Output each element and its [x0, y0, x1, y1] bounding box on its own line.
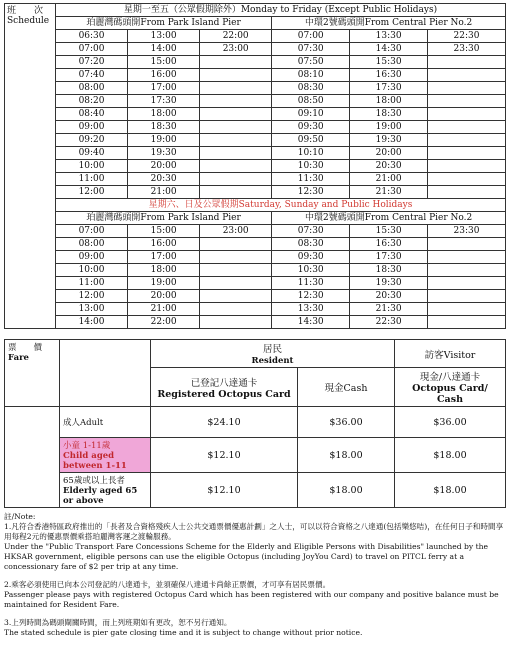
departure-time: 11:30	[272, 173, 350, 186]
departure-time	[200, 316, 272, 329]
octopus-header	[151, 368, 298, 407]
fare-row-label-elderly	[60, 473, 151, 508]
departure-time: 07:40	[56, 69, 128, 82]
departure-time: 23:00	[200, 43, 272, 56]
departure-time	[428, 134, 506, 147]
departure-time: 10:30	[272, 160, 350, 173]
departure-time: 11:00	[56, 277, 128, 290]
departure-time: 12:30	[272, 186, 350, 199]
departure-time: 18:30	[350, 264, 428, 277]
departure-time: 21:30	[350, 186, 428, 199]
departure-time: 08:40	[56, 108, 128, 121]
notes-section	[4, 512, 504, 638]
departure-time: 15:30	[350, 225, 428, 238]
departure-time	[200, 303, 272, 316]
departure-time	[428, 251, 506, 264]
timetable-row	[5, 134, 506, 147]
timetable-row	[5, 160, 506, 173]
fare-row-child	[5, 438, 506, 473]
weekend-title: 星期六、日及公眾假期Saturday, Sunday and Public Holidays	[56, 199, 506, 212]
timetable-row	[5, 290, 506, 303]
departure-time: 21:30	[350, 303, 428, 316]
note-2-zh: 2.乘客必須使用已向本公司登記的八達通卡，並須確保八達通卡尚餘正票價，才可享有居民票價。	[4, 580, 331, 589]
departure-time: 12:30	[272, 290, 350, 303]
departure-time: 20:30	[350, 160, 428, 173]
visitor-col-header-zh: 現金/八達通卡	[419, 372, 481, 383]
weekend-title-row	[5, 199, 506, 212]
departure-time	[200, 160, 272, 173]
departure-time: 07:30	[272, 225, 350, 238]
octopus-header-zh: 已登記八達通卡	[190, 377, 258, 389]
departure-time	[200, 82, 272, 95]
departure-time	[428, 277, 506, 290]
departure-time	[428, 303, 506, 316]
timetable-row	[5, 173, 506, 186]
departure-time: 09:20	[56, 134, 128, 147]
departure-time: 19:30	[350, 134, 428, 147]
fare-blank-header	[60, 340, 151, 407]
departure-time: 10:30	[272, 264, 350, 277]
departure-time	[200, 56, 272, 69]
departure-time: 17:30	[350, 82, 428, 95]
timetable-row	[5, 186, 506, 199]
fare-visitor-value: $18.00	[395, 473, 506, 508]
departure-time: 22:00	[128, 316, 200, 329]
departure-time	[200, 173, 272, 186]
fare-octopus-value: $12.10	[151, 438, 298, 473]
weekday-direction-row	[5, 17, 506, 30]
weekday-from-park-header: 珀麗灣碼頭開From Park Island Pier	[56, 17, 272, 30]
departure-time: 16:00	[128, 238, 200, 251]
departure-time: 15:00	[128, 225, 200, 238]
departure-time: 16:30	[350, 238, 428, 251]
departure-time	[428, 186, 506, 199]
note-3-zh: 3.上列時間為碼頭閘關時間，而上列班期如有更改，恕不另行通知。	[4, 618, 232, 627]
note-1-en: Under the "Public Transport Fare Concessions Scheme for the Elderly and Eligible Persons with Disabilities" launched by the HKSAR government, eligible persons can use the eligible Octopus (including JoyYou Card) to travel on PITCL ferry at a concessionary fare of $2 per trip at any time.	[4, 542, 489, 571]
resident-header	[151, 340, 395, 368]
departure-time: 13:00	[56, 303, 128, 316]
visitor-header: 訪客Visitor	[395, 340, 506, 368]
fare-row-elderly	[5, 473, 506, 508]
departure-time	[428, 316, 506, 329]
departure-time: 23:30	[428, 225, 506, 238]
departure-time: 08:00	[56, 238, 128, 251]
departure-time: 15:00	[128, 56, 200, 69]
departure-time: 08:20	[56, 95, 128, 108]
timetable-row	[5, 56, 506, 69]
fare-row-adult	[5, 407, 506, 438]
departure-time: 17:30	[128, 95, 200, 108]
timetable-row	[5, 69, 506, 82]
visitor-col-header-en: Octopus Card/ Cash	[412, 383, 488, 405]
timetable-row	[5, 82, 506, 95]
note-2-en: Passenger please pays with registered Octopus Card which has been registered with our company and positive balance must be maintained for Resident Fare.	[4, 590, 499, 609]
departure-time: 21:00	[128, 186, 200, 199]
departure-time: 13:00	[128, 30, 200, 43]
departure-time: 19:30	[128, 147, 200, 160]
departure-time: 19:00	[128, 134, 200, 147]
departure-time	[428, 95, 506, 108]
departure-time: 08:50	[272, 95, 350, 108]
timetable-row	[5, 277, 506, 290]
departure-time	[428, 160, 506, 173]
departure-time: 06:30	[56, 30, 128, 43]
departure-time	[200, 69, 272, 82]
departure-time: 17:00	[128, 82, 200, 95]
fare-row-label: 成人Adult	[60, 407, 151, 438]
timetable-row	[5, 30, 506, 43]
departure-time	[428, 56, 506, 69]
departure-time: 07:00	[56, 225, 128, 238]
departure-time: 10:00	[56, 264, 128, 277]
resident-header-en: Resident	[251, 356, 294, 366]
departure-time: 17:30	[350, 251, 428, 264]
schedule-label-zh: 班 次	[7, 6, 44, 16]
fare-octopus-value: $12.10	[151, 473, 298, 508]
schedule-label	[5, 4, 56, 329]
fare-cash-value: $18.00	[298, 473, 395, 508]
schedule-table	[4, 3, 506, 329]
timetable-row	[5, 264, 506, 277]
departure-time: 17:00	[128, 251, 200, 264]
timetable-row	[5, 251, 506, 264]
fare-visitor-value: $18.00	[395, 438, 506, 473]
departure-time	[200, 186, 272, 199]
departure-time: 09:00	[56, 251, 128, 264]
departure-time	[200, 251, 272, 264]
departure-time	[200, 238, 272, 251]
departure-time: 23:00	[200, 225, 272, 238]
fare-label	[5, 340, 60, 407]
departure-time: 18:30	[350, 108, 428, 121]
departure-time	[200, 264, 272, 277]
departure-time: 20:00	[350, 147, 428, 160]
departure-time: 10:10	[272, 147, 350, 160]
departure-time: 09:10	[272, 108, 350, 121]
weekday-from-central-header: 中環2號碼頭開From Central Pier No.2	[272, 17, 506, 30]
timetable-row	[5, 108, 506, 121]
fare-side-blank	[5, 438, 60, 473]
departure-time: 22:30	[350, 316, 428, 329]
departure-time: 16:00	[128, 69, 200, 82]
timetable-row	[5, 238, 506, 251]
departure-time	[200, 121, 272, 134]
departure-time: 23:30	[428, 43, 506, 56]
departure-time: 18:00	[128, 264, 200, 277]
departure-time: 13:30	[272, 303, 350, 316]
departure-time: 20:00	[128, 160, 200, 173]
departure-time: 22:30	[428, 30, 506, 43]
fare-side-blank	[5, 473, 60, 508]
fare-octopus-value: $24.10	[151, 407, 298, 438]
departure-time	[200, 147, 272, 160]
departure-time: 12:00	[56, 186, 128, 199]
departure-time: 20:00	[128, 290, 200, 303]
timetable-row	[5, 95, 506, 108]
fare-side-blank	[5, 407, 60, 438]
note-3-en: The stated schedule is pier gate closing time and it is subject to change without prior notice.	[4, 628, 363, 637]
departure-time	[428, 121, 506, 134]
departure-time: 12:00	[56, 290, 128, 303]
departure-time	[428, 173, 506, 186]
departure-time: 18:30	[128, 121, 200, 134]
departure-time	[200, 108, 272, 121]
departure-time: 08:10	[272, 69, 350, 82]
fare-table	[4, 339, 506, 508]
timetable-row	[5, 225, 506, 238]
departure-time: 18:00	[350, 95, 428, 108]
timetable-row	[5, 316, 506, 329]
child-label-zh: 小童 1-11歲	[63, 441, 111, 451]
fare-visitor-value: $36.00	[395, 407, 506, 438]
departure-time: 16:30	[350, 69, 428, 82]
weekday-title-row	[5, 4, 506, 17]
elderly-label-en: Elderly aged 65 or above	[63, 486, 138, 506]
departure-time: 22:00	[200, 30, 272, 43]
schedule-label-en: Schedule	[7, 16, 50, 26]
fare-row-label-child	[60, 438, 151, 473]
departure-time: 09:50	[272, 134, 350, 147]
departure-time: 07:00	[272, 30, 350, 43]
departure-time: 11:00	[56, 173, 128, 186]
fare-cash-value: $18.00	[298, 438, 395, 473]
departure-time: 15:30	[350, 56, 428, 69]
departure-time: 21:00	[350, 173, 428, 186]
departure-time	[428, 147, 506, 160]
weekday-title: 星期一至五（公眾假期除外）Monday to Friday (Except Public Holidays)	[56, 4, 506, 17]
note-1-zh: 1.凡符合香港特區政府推出的「長者及合資格殘疾人士公共交通票價優惠計劃」之人士，可以以符合資格之八達通(包括樂悠咭)，在任何日子和時間享用每程2元的優惠票價乘搭珀麗灣客運之渡輪服務。	[4, 522, 504, 541]
departure-time	[428, 108, 506, 121]
departure-time: 08:30	[272, 82, 350, 95]
departure-time: 09:30	[272, 251, 350, 264]
resident-header-zh: 居民	[262, 344, 282, 355]
departure-time: 13:30	[350, 30, 428, 43]
departure-time: 14:30	[350, 43, 428, 56]
weekend-direction-row	[5, 212, 506, 225]
departure-time: 07:00	[56, 43, 128, 56]
departure-time	[200, 277, 272, 290]
departure-time: 09:30	[272, 121, 350, 134]
departure-time: 09:00	[56, 121, 128, 134]
timetable-row	[5, 43, 506, 56]
departure-time: 21:00	[128, 303, 200, 316]
departure-time: 20:30	[350, 290, 428, 303]
departure-time	[428, 290, 506, 303]
weekend-from-park-header: 珀麗灣碼頭開From Park Island Pier	[56, 212, 272, 225]
timetable-row	[5, 121, 506, 134]
fare-label-zh: 票 價	[8, 343, 43, 353]
departure-time: 14:00	[56, 316, 128, 329]
departure-time: 14:30	[272, 316, 350, 329]
octopus-header-en: Registered Octopus Card	[157, 388, 291, 400]
visitor-col-header	[395, 368, 506, 407]
departure-time	[200, 290, 272, 303]
departure-time: 07:30	[272, 43, 350, 56]
departure-time: 14:00	[128, 43, 200, 56]
child-label-en: Child aged between 1-11	[63, 451, 127, 471]
departure-time: 19:30	[350, 277, 428, 290]
departure-time: 18:00	[128, 108, 200, 121]
timetable-row	[5, 303, 506, 316]
elderly-label-zh: 65歲或以上長者	[63, 476, 125, 486]
weekend-from-central-header: 中環2號碼頭開From Central Pier No.2	[272, 212, 506, 225]
cash-header: 現金Cash	[298, 368, 395, 407]
departure-time: 19:00	[128, 277, 200, 290]
departure-time	[428, 264, 506, 277]
departure-time	[428, 82, 506, 95]
departure-time: 20:30	[128, 173, 200, 186]
departure-time: 09:40	[56, 147, 128, 160]
departure-time	[428, 238, 506, 251]
departure-time: 07:50	[272, 56, 350, 69]
notes-title: 註/Note:	[4, 512, 36, 521]
fare-label-en: Fare	[8, 353, 29, 363]
timetable-row	[5, 147, 506, 160]
departure-time	[428, 69, 506, 82]
departure-time: 07:20	[56, 56, 128, 69]
departure-time: 08:00	[56, 82, 128, 95]
departure-time: 19:00	[350, 121, 428, 134]
departure-time: 08:30	[272, 238, 350, 251]
departure-time	[200, 95, 272, 108]
departure-time	[200, 134, 272, 147]
departure-time: 11:30	[272, 277, 350, 290]
departure-time: 10:00	[56, 160, 128, 173]
fare-cash-value: $36.00	[298, 407, 395, 438]
